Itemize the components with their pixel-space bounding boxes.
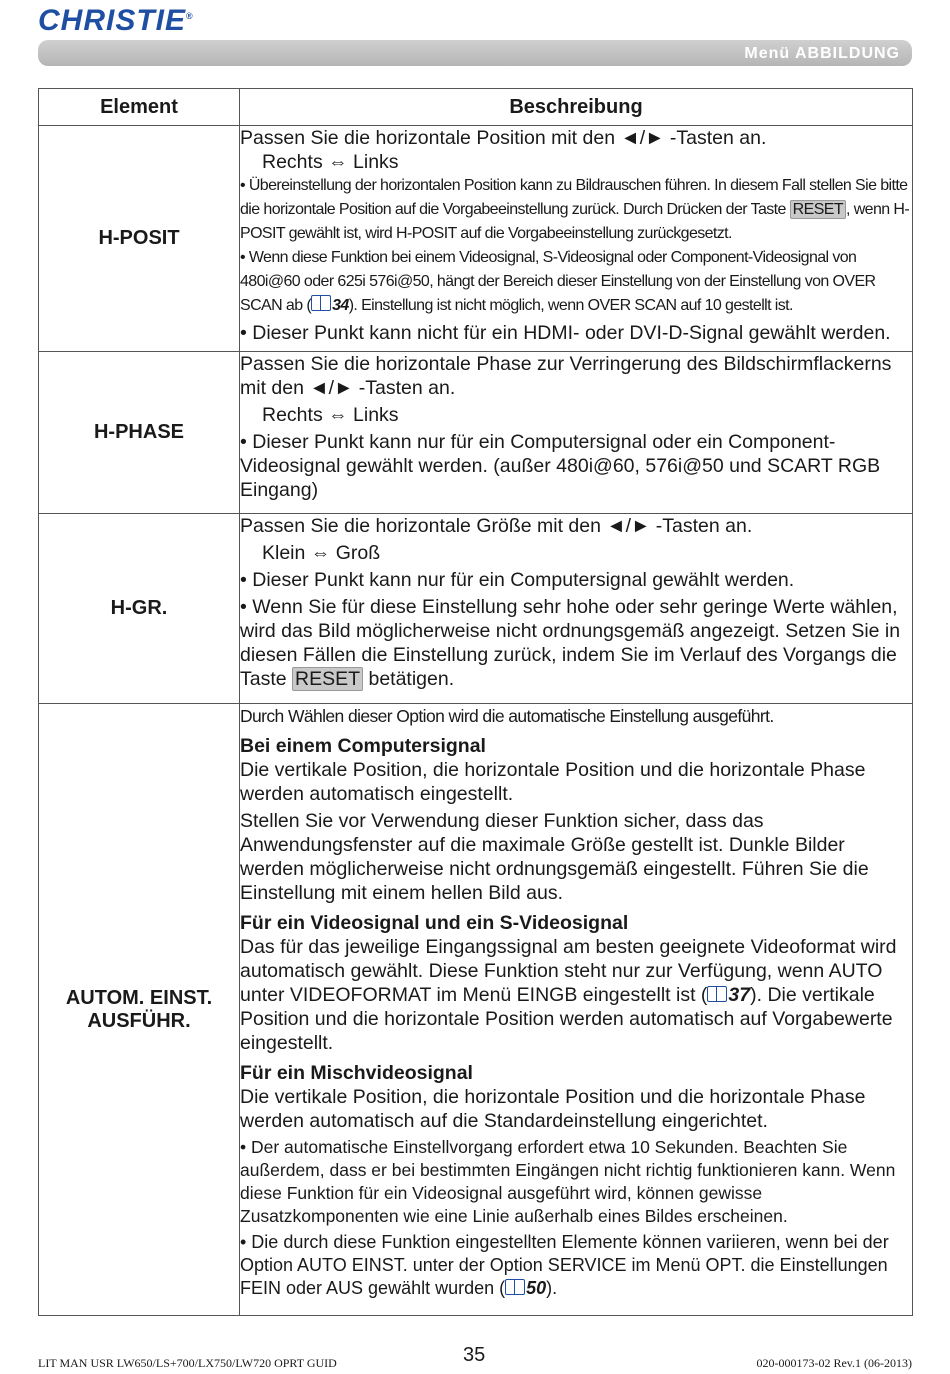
- description-line: Durch Wählen dieser Option wird die automatische Einstellung ausgeführt.: [240, 706, 774, 726]
- description-cell: [240, 126, 913, 352]
- book-icon: [707, 986, 727, 1002]
- direction-line: Klein ⇔ Groß: [262, 542, 381, 564]
- header-bar: [38, 40, 912, 66]
- page-title: Menü ABBILDUNG: [744, 45, 900, 62]
- book-icon: [505, 1279, 525, 1295]
- table-row: [39, 514, 913, 704]
- description-line: Passen Sie die horizontale Position mit den ◄/► -Tasten an.: [240, 127, 767, 149]
- description-line: Die vertikale Position, die horizontale Position und die horizontale Phase werden automatisch eingestellt.: [240, 759, 866, 805]
- table-row: [39, 352, 913, 514]
- description-cell: [240, 704, 913, 1316]
- page-reference: 50: [526, 1278, 547, 1298]
- reset-button-label: RESET: [292, 667, 363, 691]
- direction-line: Rechts ⇔ Links: [262, 404, 399, 426]
- page-reference: 34: [332, 297, 349, 314]
- description-line: Die vertikale Position, die horizontale Position und die horizontale Phase werden automatisch auf die Standardeinstellung eingerichtet.: [240, 1086, 866, 1132]
- note-line: • Wenn diese Funktion bei einem Videosignal, S-Videosignal oder Component-Videosignal von 480i@60 oder 625i 576i@50, hängt der Bereich dieser Einstellung von der Einstellung von OVER SCAN ab ( 34). Einstellung ist nicht möglich, wenn OVER SCAN auf 10 gestellt ist.: [240, 249, 876, 314]
- element-cell: AUTOM. EINST. AUSFÜHR.: [39, 704, 240, 1316]
- description-cell: [240, 352, 913, 514]
- column-header-description: Beschreibung: [240, 89, 913, 126]
- note-line: • Der automatische Einstellvorgang erfordert etwa 10 Sekunden. Beachten Sie außerdem, dass er bei bestimmten Eingängen nicht richtig funktionieren kann. Wenn diese Funktion für ein Videosignal ausgeführt wird, können gewisse Zusatzkomponenten wie eine Linie außerhalb eines Bildes erscheinen.: [240, 1137, 896, 1226]
- description-cell: [240, 514, 913, 704]
- element-cell: H-GR.: [39, 514, 240, 704]
- element-cell: H-PHASE: [39, 352, 240, 514]
- subheading: Bei einem Computersignal: [240, 735, 486, 757]
- description-line: Das für das jeweilige Eingangssignal am besten geeignete Videoformat wird automatisch gewählt. Diese Funktion steht nur zur Verfügung, wenn AUTO unter VIDEOFORMAT im Menü EINGB eingestellt ist ( 37). Die vertikale Position und die horizontale Position werden automatisch auf Vorgabewerte eingestellt.: [240, 936, 897, 1054]
- reset-button-label: RESET: [790, 200, 846, 219]
- subheading: Für ein Videosignal und ein S-Videosignal: [240, 912, 629, 934]
- note-line: • Die durch diese Funktion eingestellten Elemente können variieren, wenn bei der Option AUTO EINST. unter der Option SERVICE im Menü OPT. die Einstellungen FEIN oder AUS gewählt wurden ( 50).: [240, 1232, 889, 1298]
- footer-revision: 020-000173-02 Rev.1 (06-2013): [756, 1356, 912, 1370]
- note-line: • Wenn Sie für diese Einstellung sehr hohe oder sehr geringe Werte wählen, wird das Bild möglicherweise nicht ordnungsgemäß angezeigt. Setzen Sie in diesen Fällen die Einstellung zurück, indem Sie im Verlauf des Vorgangs die Taste RESET betätigen.: [240, 596, 901, 690]
- table-row: [39, 126, 913, 352]
- description-line: Passen Sie die horizontale Phase zur Verringerung des Bildschirmflackerns mit den ◄/► -Tasten an.: [240, 353, 892, 399]
- note-line: • Dieser Punkt kann nur für ein Computersignal oder ein Component-Videosignal gewählt werden. (außer 480i@60, 576i@50 und SCART RGB Eingang): [240, 431, 881, 501]
- footer-document-id: LIT MAN USR LW650/LS+700/LX750/LW720 OPRT GUID: [38, 1356, 337, 1370]
- menu-table: [38, 88, 913, 1316]
- direction-line: Rechts ⇔ Links: [262, 151, 399, 173]
- page-number: 35: [463, 1344, 486, 1366]
- description-line: Stellen Sie vor Verwendung dieser Funktion sicher, dass das Anwendungsfenster auf die maximale Größe gestellt ist. Dunkle Bilder werden möglicherweise nicht ordnungsgemäß eingestellt. Führen Sie die Einstellung mit einem hellen Bild aus.: [240, 810, 869, 904]
- subheading: Für ein Mischvideosignal: [240, 1062, 473, 1084]
- note-line: • Dieser Punkt kann nur für ein Computersignal gewählt werden.: [240, 569, 795, 591]
- description-line: Passen Sie die horizontale Größe mit den ◄/► -Tasten an.: [240, 515, 753, 537]
- note-line: • Dieser Punkt kann nicht für ein HDMI- oder DVI-D-Signal gewählt werden.: [240, 322, 891, 344]
- book-icon: [311, 295, 331, 311]
- element-cell: H-POSIT: [39, 126, 240, 352]
- table-header-row: [39, 89, 913, 126]
- column-header-element: Element: [39, 89, 240, 126]
- table-row: [39, 704, 913, 1316]
- christie-logo: CHRISTIE®: [38, 4, 194, 37]
- page-reference: 37: [728, 984, 751, 1006]
- note-line: • Übereinstellung der horizontalen Position kann zu Bildrauschen führen. In diesem Fall stellen Sie bitte die horizontale Position auf die Vorgabeeinstellung zurück. Durch Drücken der Taste RESET , wenn H-POSIT gewählt ist, wird H-POSIT auf die Vorgabeeinstellung zurückgesetzt.: [240, 177, 910, 242]
